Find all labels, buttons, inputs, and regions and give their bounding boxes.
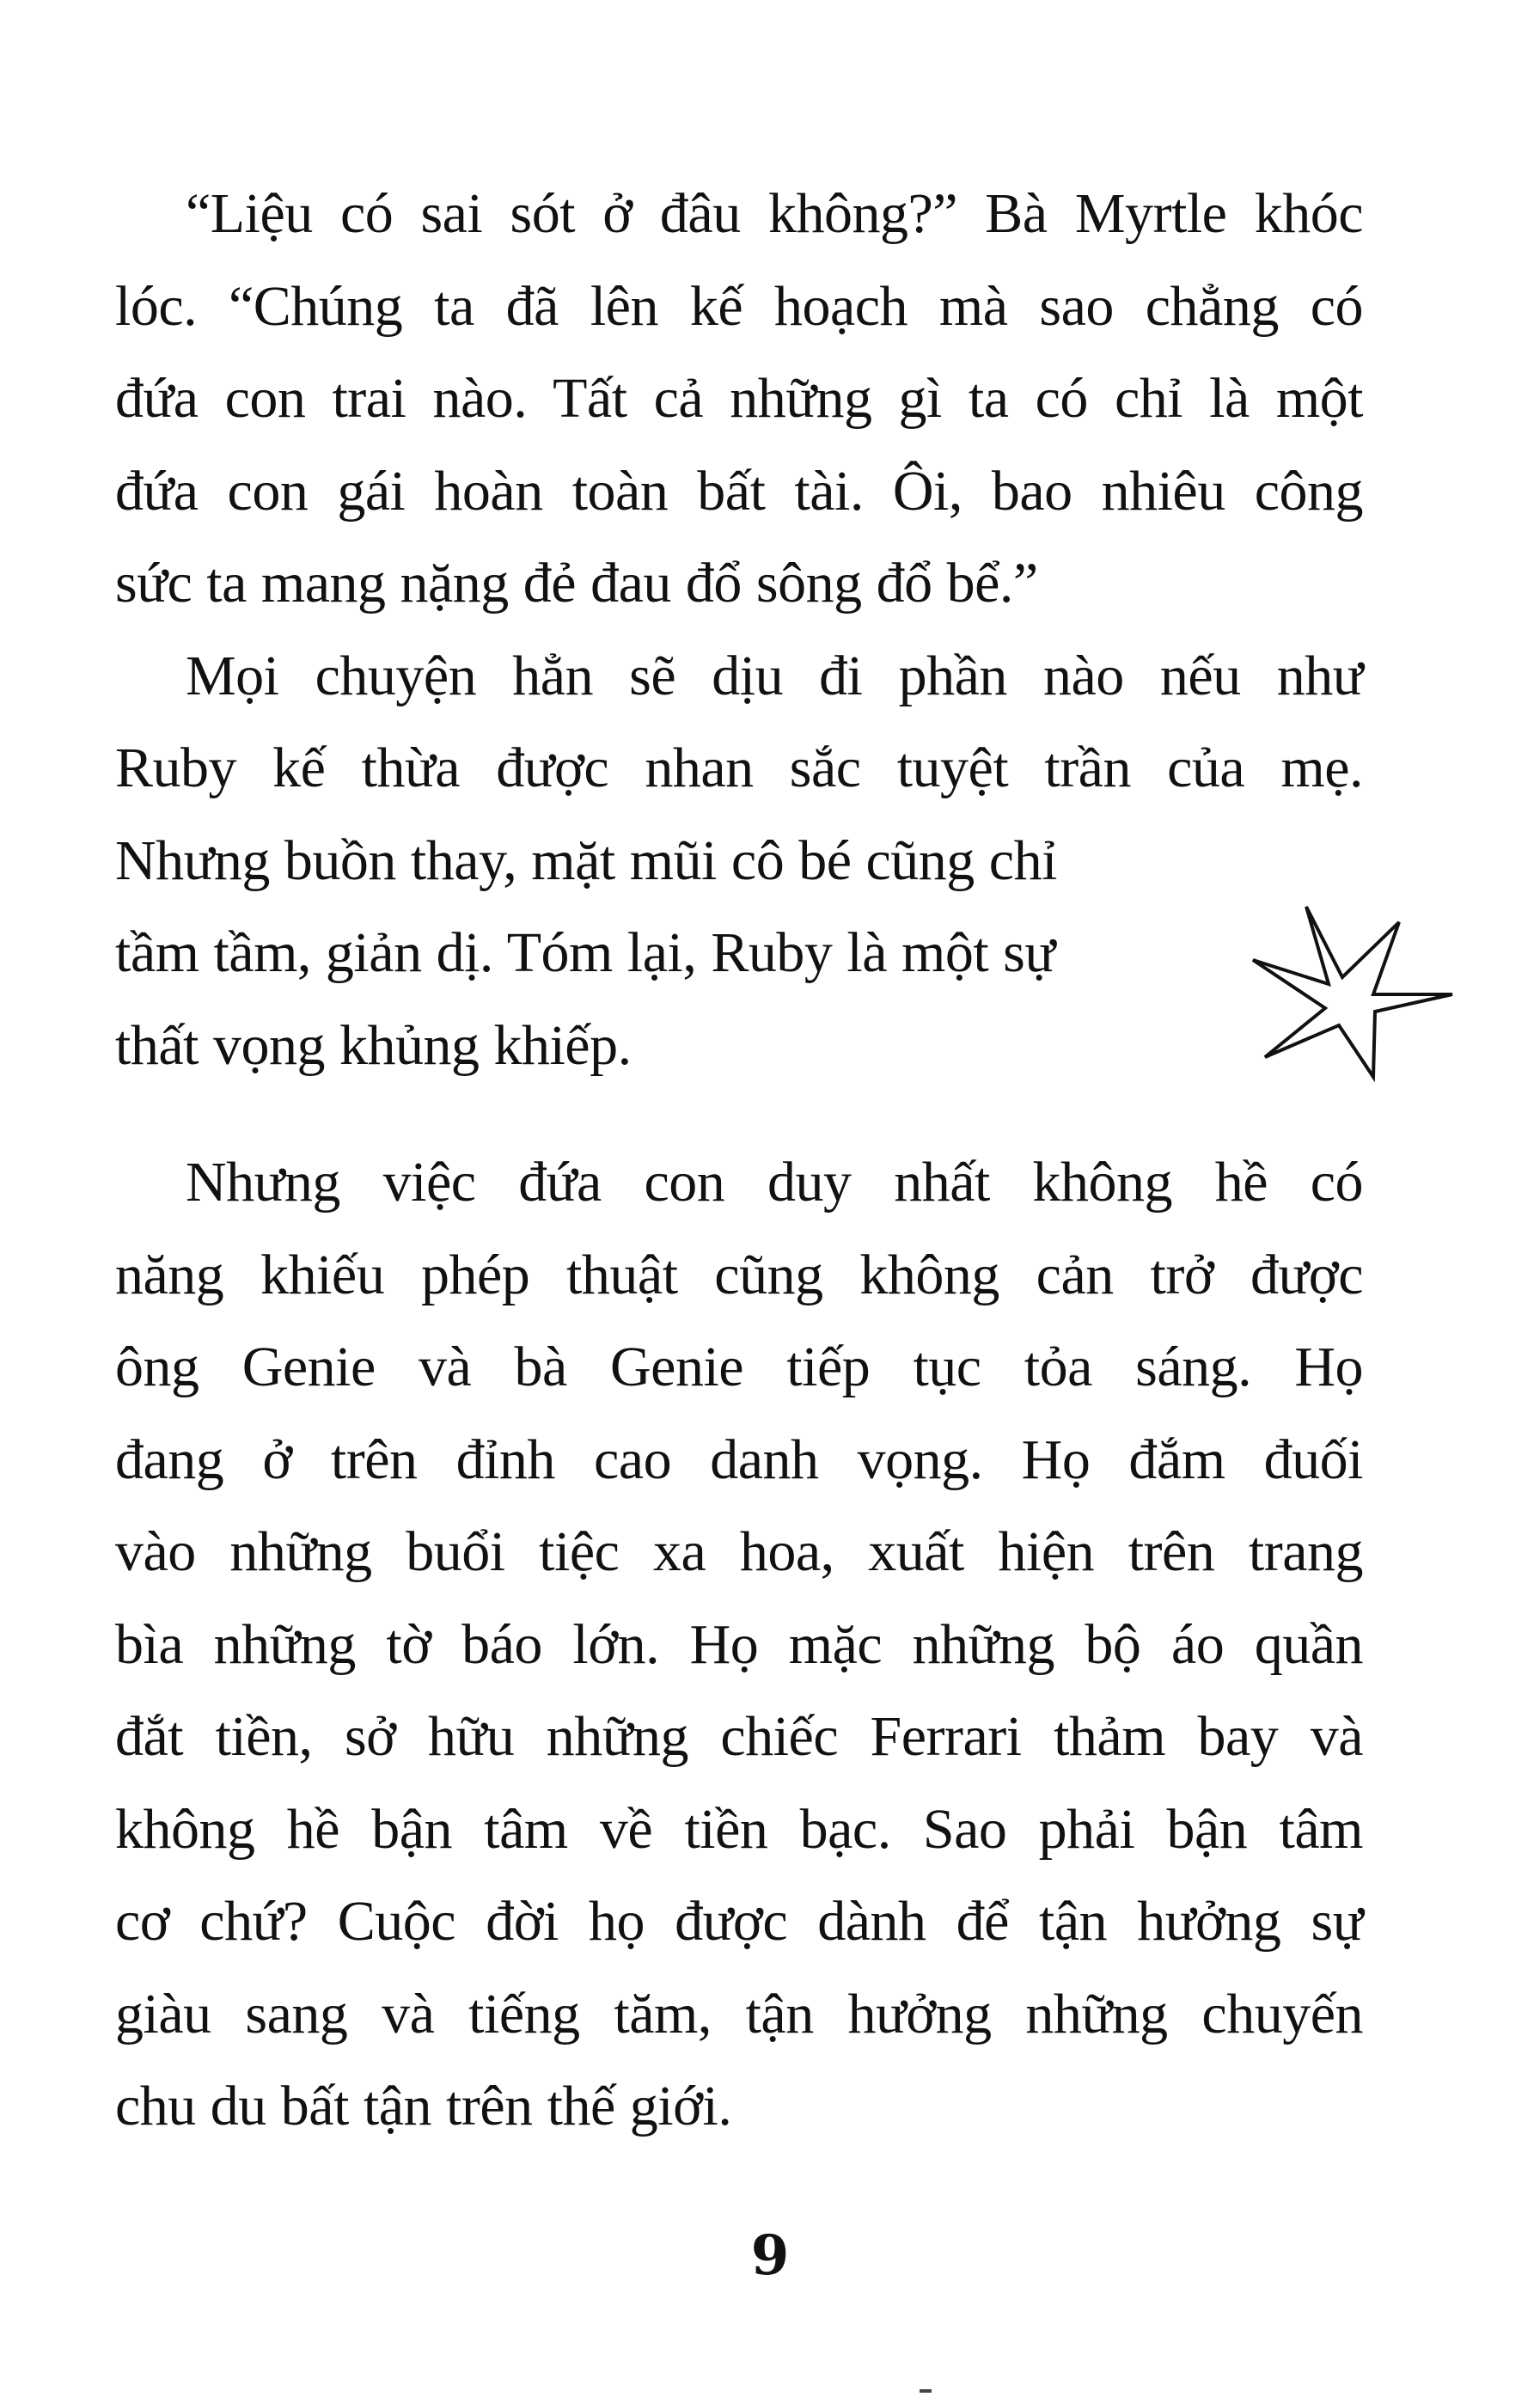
- scan-speck: [920, 2389, 932, 2393]
- text-line: đứa con trai nào. Tất cả những gì ta có chỉ là một: [115, 367, 1363, 430]
- text-line: Nhưng việc đứa con duy nhất không hề có: [186, 1151, 1363, 1214]
- text-line: đứa con gái hoàn toàn bất tài. Ôi, bao nhiêu công: [115, 459, 1363, 523]
- text-line: bìa những tờ báo lớn. Họ mặc những bộ áo quần: [115, 1612, 1363, 1676]
- text-line: đắt tiền, sở hữu những chiếc Ferrari thảm bay và: [115, 1705, 1363, 1768]
- text-line: Nhưng buồn thay, mặt mũi cô bé cũng chỉ: [115, 829, 1057, 892]
- page-number: 9: [750, 2223, 790, 2288]
- text-line: ông Genie và bà Genie tiếp tục tỏa sáng. Họ: [115, 1336, 1363, 1398]
- text-line: “Liệu có sai sót ở đâu không?” Bà Myrtle khóc: [186, 182, 1363, 245]
- text-line: năng khiếu phép thuật cũng không cản trở được: [115, 1243, 1363, 1306]
- text-line: cơ chứ? Cuộc đời họ được dành để tận hưởng sự: [115, 1890, 1363, 1953]
- text-line: tầm tầm, giản dị. Tóm lại, Ruby là một sự: [115, 921, 1055, 984]
- text-line: lóc. “Chúng ta đã lên kế hoạch mà sao chẳng có: [115, 274, 1363, 338]
- text-line: Ruby kế thừa được nhan sắc tuyệt trần của mẹ.: [115, 737, 1363, 799]
- text-line: không hề bận tâm về tiền bạc. Sao phải bận tâm: [115, 1797, 1363, 1861]
- text-line: đang ở trên đỉnh cao danh vọng. Họ đắm đuối: [115, 1428, 1363, 1491]
- text-line: sức ta mang nặng đẻ đau đổ sông đổ bể.”: [115, 552, 1038, 615]
- text-line: giàu sang và tiếng tăm, tận hưởng những chuyến: [115, 1982, 1363, 2045]
- star-doodle-icon: [1246, 898, 1461, 1083]
- text-line: vào những buổi tiệc xa hoa, xuất hiện trên trang: [115, 1520, 1363, 1583]
- text-block-top: [115, 168, 1363, 1091]
- text-block-bottom: [115, 1136, 1363, 2153]
- text-line: thất vọng khủng khiếp.: [115, 1013, 632, 1077]
- text-line: chu du bất tận trên thế giới.: [115, 2075, 732, 2137]
- text-line: Mọi chuyện hẳn sẽ dịu đi phần nào nếu như: [186, 644, 1363, 707]
